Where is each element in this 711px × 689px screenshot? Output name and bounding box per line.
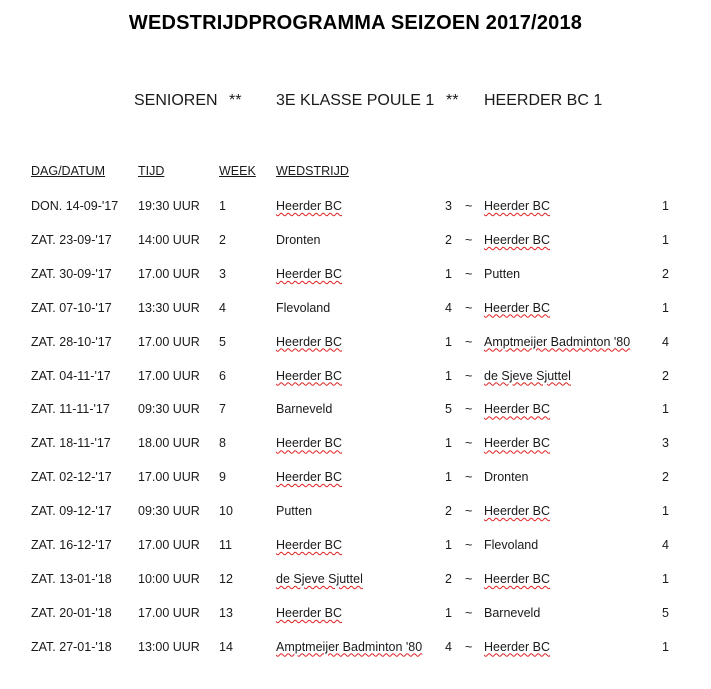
away-score: 5 — [662, 605, 669, 620]
match-date: ZAT. 11-11-'17 — [31, 402, 110, 417]
match-time: 19:30 UUR — [138, 199, 200, 213]
match-separator: ~ — [465, 538, 473, 552]
home-score: 1 — [445, 605, 452, 620]
away-team: Heerder BC — [484, 436, 550, 451]
home-score: 2 — [445, 571, 452, 586]
match-week: 14 — [219, 639, 233, 654]
away-score: 2 — [662, 470, 669, 485]
table-row — [0, 572, 711, 592]
away-score: 1 — [662, 232, 669, 247]
match-time: 17.00 UUR — [138, 368, 200, 383]
away-team: Heerder BC — [484, 504, 550, 519]
subtitle-separator: ** — [229, 92, 242, 109]
match-time: 18.00 UUR — [138, 436, 200, 451]
match-date: ZAT. 13-01-'18 — [31, 571, 112, 586]
match-time: 09:30 UUR — [138, 504, 200, 519]
away-team: Heerder BC — [484, 402, 550, 417]
home-score: 2 — [445, 504, 452, 519]
match-separator: ~ — [465, 436, 473, 451]
away-score: 1 — [662, 571, 669, 586]
table-row — [0, 402, 711, 422]
away-team: Heerder BC — [484, 199, 550, 213]
match-week: 9 — [219, 470, 226, 485]
away-team: Heerder BC — [484, 639, 550, 654]
match-week: 3 — [219, 266, 226, 281]
away-score: 1 — [662, 504, 669, 519]
header-date: DAG/DATUM — [31, 164, 106, 178]
away-score: 3 — [662, 436, 669, 451]
home-score: 1 — [445, 368, 452, 383]
home-team: Flevoland — [276, 300, 331, 315]
home-team: Heerder BC — [276, 199, 342, 213]
home-score: 3 — [445, 199, 452, 213]
home-team: Heerder BC — [276, 266, 342, 281]
table-row — [0, 436, 711, 456]
match-week: 4 — [219, 300, 226, 315]
away-score: 1 — [662, 300, 669, 315]
away-team: Heerder BC — [484, 232, 550, 247]
home-score: 4 — [445, 639, 452, 654]
away-team: Heerder BC — [484, 571, 550, 586]
match-separator: ~ — [465, 639, 473, 654]
match-time: 13:30 UUR — [138, 300, 200, 315]
match-separator: ~ — [465, 266, 473, 281]
home-score: 2 — [445, 232, 452, 247]
match-separator: ~ — [465, 368, 473, 383]
table-row — [0, 335, 711, 355]
away-score: 2 — [662, 368, 669, 383]
subtitle-separator: ** — [446, 92, 459, 109]
home-score: 1 — [445, 266, 452, 281]
away-score: 4 — [662, 334, 669, 349]
away-team: Barneveld — [484, 605, 541, 620]
home-team: Barneveld — [276, 402, 333, 417]
match-date: ZAT. 28-10-'17 — [31, 334, 112, 349]
match-week: 11 — [219, 538, 232, 552]
table-row — [0, 606, 711, 626]
match-separator: ~ — [465, 232, 473, 247]
match-date: ZAT. 07-10-'17 — [31, 300, 112, 315]
home-score: 1 — [445, 436, 452, 451]
away-team: Dronten — [484, 470, 529, 485]
home-team: Heerder BC — [276, 538, 342, 552]
match-separator: ~ — [465, 470, 473, 485]
match-week: 2 — [219, 232, 226, 247]
away-score: 1 — [662, 199, 669, 213]
table-row — [0, 267, 711, 287]
match-time: 17.00 UUR — [138, 605, 200, 620]
subtitle-category: SENIOREN — [134, 92, 218, 109]
home-score: 5 — [445, 402, 452, 417]
match-time: 14:00 UUR — [138, 232, 200, 247]
table-row — [0, 470, 711, 490]
home-team: Dronten — [276, 232, 321, 247]
match-date: ZAT. 02-12-'17 — [31, 470, 112, 485]
match-separator: ~ — [465, 571, 473, 586]
home-team: Heerder BC — [276, 368, 342, 383]
match-date: DON. 14-09-'17 — [31, 199, 119, 213]
match-date: ZAT. 04-11-'17 — [31, 368, 111, 383]
match-time: 17.00 UUR — [138, 538, 200, 552]
match-date: ZAT. 20-01-'18 — [31, 605, 112, 620]
subtitle-team: HEERDER BC 1 — [484, 92, 603, 109]
match-time: 13:00 UUR — [138, 639, 200, 654]
table-row — [0, 504, 711, 524]
match-week: 13 — [219, 605, 233, 620]
away-score: 4 — [662, 538, 669, 552]
away-team: Flevoland — [484, 538, 539, 552]
match-separator: ~ — [465, 402, 473, 417]
header-match: WEDSTRIJD — [276, 164, 349, 178]
match-date: ZAT. 18-11-'17 — [31, 436, 111, 451]
match-week: 5 — [219, 334, 226, 349]
match-week: 12 — [219, 571, 233, 586]
table-row — [0, 640, 711, 660]
home-team: Heerder BC — [276, 470, 342, 485]
match-separator: ~ — [465, 300, 473, 315]
subtitle-league: 3E KLASSE POULE 1 — [276, 92, 435, 109]
document-title: WEDSTRIJDPROGRAMMA SEIZOEN 2017/2018 — [128, 12, 583, 34]
home-score: 1 — [445, 334, 452, 349]
away-score: 1 — [662, 402, 669, 417]
home-team: Amptmeijer Badminton '80 — [276, 639, 423, 654]
match-separator: ~ — [465, 199, 473, 213]
away-team: Amptmeijer Badminton '80 — [484, 334, 631, 349]
home-team: de Sjeve Sjuttel — [276, 571, 363, 586]
header-time: TIJD — [138, 164, 165, 178]
match-week: 10 — [219, 504, 233, 519]
home-score: 4 — [445, 300, 452, 315]
table-row — [0, 199, 711, 219]
match-date: ZAT. 30-09-'17 — [31, 266, 112, 281]
home-team: Heerder BC — [276, 334, 342, 349]
table-row — [0, 233, 711, 253]
home-team: Heerder BC — [276, 436, 342, 451]
away-team: Putten — [484, 266, 521, 281]
match-time: 17.00 UUR — [138, 334, 200, 349]
home-score: 1 — [445, 538, 452, 552]
match-week: 8 — [219, 436, 226, 451]
home-team: Heerder BC — [276, 605, 342, 620]
away-score: 1 — [662, 639, 669, 654]
match-date: ZAT. 16-12-'17 — [31, 538, 112, 552]
table-row — [0, 301, 711, 321]
match-date: ZAT. 23-09-'17 — [31, 232, 112, 247]
match-time: 10:00 UUR — [138, 571, 200, 586]
home-team: Putten — [276, 504, 313, 519]
match-separator: ~ — [465, 334, 473, 349]
match-time: 17.00 UUR — [138, 470, 200, 485]
match-separator: ~ — [465, 605, 473, 620]
away-score: 2 — [662, 266, 669, 281]
match-date: ZAT. 09-12-'17 — [31, 504, 112, 519]
match-separator: ~ — [465, 504, 473, 519]
match-week: 7 — [219, 402, 226, 417]
home-score: 1 — [445, 470, 452, 485]
table-row — [0, 369, 711, 389]
match-week: 1 — [219, 199, 226, 213]
match-time: 17.00 UUR — [138, 266, 200, 281]
match-time: 09:30 UUR — [138, 402, 200, 417]
header-week: WEEK — [219, 164, 256, 178]
match-week: 6 — [219, 368, 226, 383]
away-team: de Sjeve Sjuttel — [484, 368, 571, 383]
match-date: ZAT. 27-01-'18 — [31, 639, 112, 654]
table-row — [0, 538, 711, 558]
away-team: Heerder BC — [484, 300, 550, 315]
